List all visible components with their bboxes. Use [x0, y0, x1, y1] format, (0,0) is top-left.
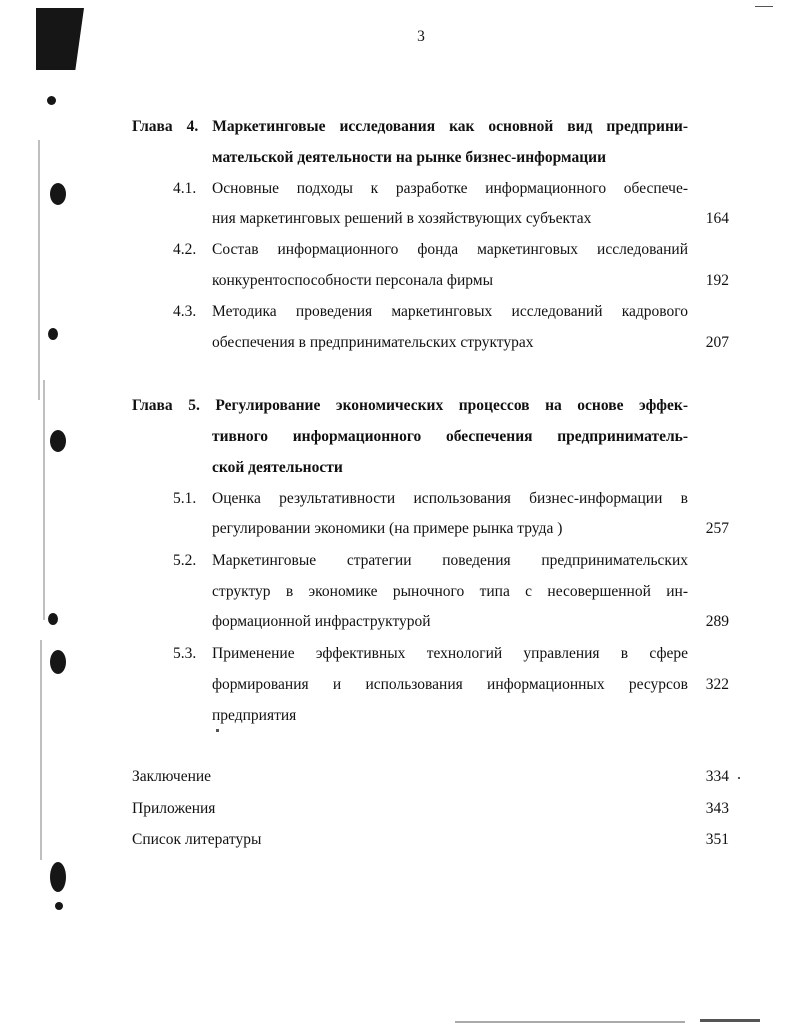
toc-entry-label: Приложения: [132, 800, 216, 817]
chapter-4-title-line-1: Глава 4. Маркетинговые исследования как основной вид предприни-: [132, 118, 688, 135]
scan-streak: [40, 640, 42, 860]
chapter-5-title-line-3: ской деятельности: [212, 459, 343, 476]
chapter-4-title-line-2: мательской деятельности на рынке бизнес-информации: [212, 149, 606, 166]
toc-page-number: 164: [705, 210, 729, 227]
toc-entry-label: Список литературы: [132, 831, 262, 848]
section-title-line: структур в экономике рыночного типа с несовершенной ин-: [212, 583, 688, 600]
toc-entry-label: Заключение: [132, 768, 212, 785]
scan-speck: [700, 1019, 760, 1022]
section-number: 4.1.: [173, 180, 197, 197]
punch-hole-mark: [55, 902, 63, 910]
section-number: 5.3.: [173, 645, 197, 662]
scan-speck: [455, 1021, 685, 1023]
section-title-line: ния маркетинговых решений в хозяйствующих субъектах: [212, 210, 592, 227]
section-title-line: формирования и использования информационных ресурсов: [212, 676, 688, 693]
toc-page-number: 289: [705, 613, 729, 630]
toc-page-number: 192: [705, 272, 729, 289]
toc-page-number: 343: [705, 800, 729, 817]
section-number: 5.1.: [173, 490, 197, 507]
punch-hole-mark: [50, 862, 66, 892]
scan-streak: [43, 380, 45, 620]
section-title-line: Оценка результативности использования бизнес-информации в: [212, 490, 688, 507]
punch-hole-mark: [47, 96, 56, 105]
section-title-line: предприятия: [212, 707, 297, 724]
section-title-line: обеспечения в предпринимательских структурах: [212, 334, 534, 351]
chapter-5-title-line-1: Глава 5. Регулирование экономических процессов на основе эффек-: [132, 397, 688, 414]
punch-hole-mark: [50, 650, 66, 674]
section-title-line: регулировании экономики (на примере рынка труда ): [212, 520, 563, 537]
scan-streak: [38, 140, 40, 400]
section-title-line: Состав информационного фонда маркетинговых исследований: [212, 241, 688, 258]
toc-page-number: 322: [705, 676, 729, 693]
punch-hole-mark: [50, 430, 66, 452]
toc-page-number: 207: [705, 334, 729, 351]
scan-speck: [216, 729, 219, 732]
punch-hole-mark: [48, 613, 58, 625]
toc-page-number: 351: [705, 831, 729, 848]
scan-speck: [755, 6, 773, 7]
section-title-line: формационной инфраструктурой: [212, 613, 431, 630]
toc-page-number: 334: [705, 768, 729, 785]
page-number: 3: [417, 28, 425, 45]
punch-hole-mark: [48, 328, 58, 340]
chapter-5-title-line-2: тивного информационного обеспечения предприниматель-: [212, 428, 688, 445]
section-title-line: конкурентоспособности персонала фирмы: [212, 272, 493, 289]
section-number: 5.2.: [173, 552, 197, 569]
section-number: 4.3.: [173, 303, 197, 320]
section-title-line: Маркетинговые стратегии поведения предпринимательских: [212, 552, 688, 569]
section-title-line: Основные подходы к разработке информационного обеспече-: [212, 180, 688, 197]
section-title-line: Методика проведения маркетинговых исследований кадрового: [212, 303, 688, 320]
punch-hole-mark: [50, 183, 66, 205]
scan-speck: [738, 777, 740, 779]
section-number: 4.2.: [173, 241, 197, 258]
section-title-line: Применение эффективных технологий управления в сфере: [212, 645, 688, 662]
toc-page-number: 257: [705, 520, 729, 537]
